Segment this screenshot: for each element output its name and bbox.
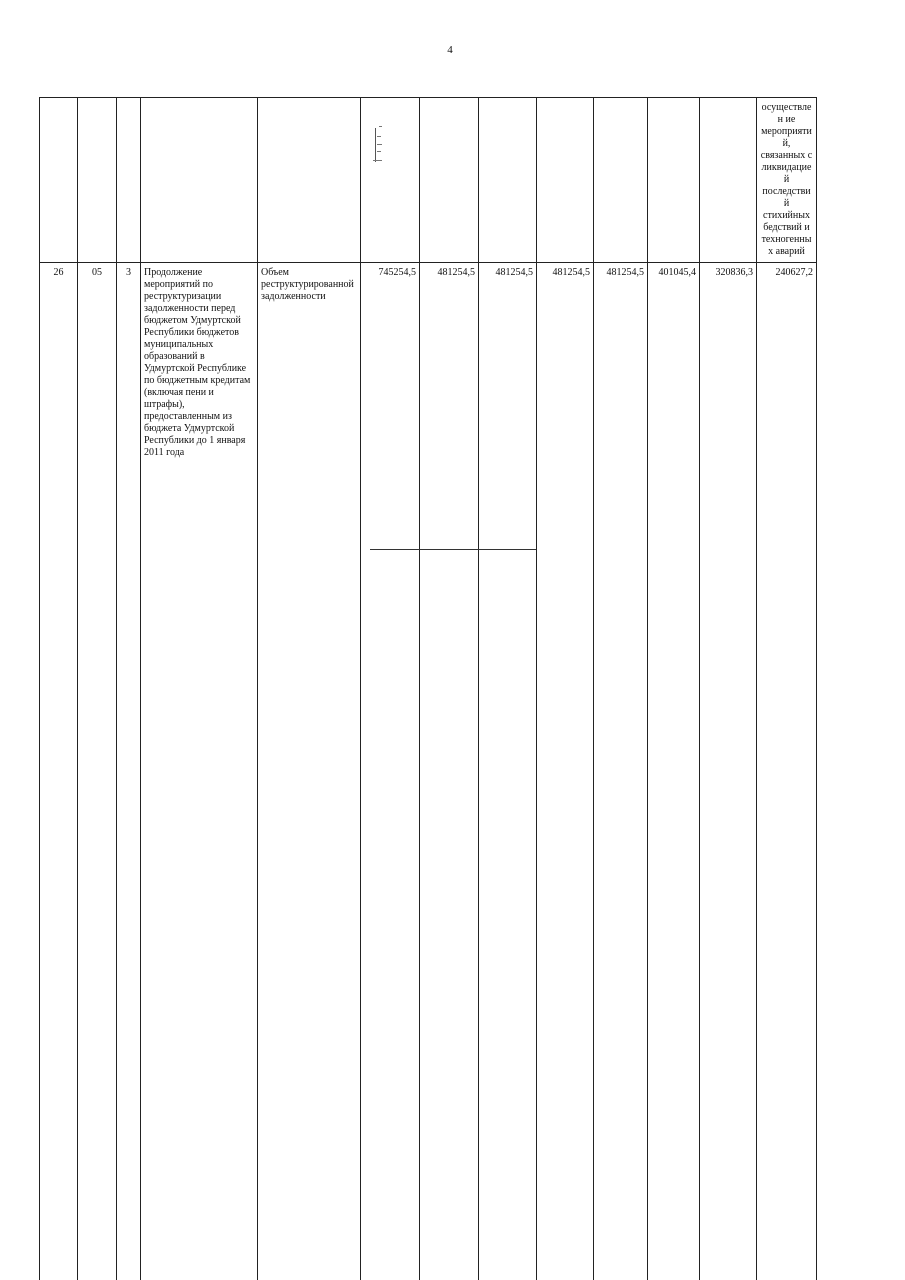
cell-stamp	[361, 98, 420, 263]
table-row	[40, 263, 817, 1280]
cell-value: 481254,5	[537, 263, 594, 1280]
data-table	[39, 97, 817, 1280]
cell-sub	[117, 98, 141, 263]
page-number: 4	[440, 44, 460, 56]
cell-value: 401045,4	[648, 263, 700, 1280]
stamp-mark	[373, 124, 385, 162]
footer-divider	[370, 549, 536, 550]
cell-num: 26	[40, 263, 78, 1280]
cell-value: 481254,5	[594, 263, 648, 1280]
cell-code	[78, 98, 117, 263]
cell-value: 240627,2	[757, 263, 817, 1280]
cell-value: 481254,5	[420, 263, 479, 1280]
cell-indicator: Объем реструктурированной задолженности	[258, 263, 361, 1280]
cell-value: 481254,5	[479, 263, 537, 1280]
cell-sub: 3	[117, 263, 141, 1280]
cell-indicator	[258, 98, 361, 263]
cell-num	[40, 98, 78, 263]
cell-value: 320836,3	[700, 263, 757, 1280]
cell-measure: Продолжение мероприятий по реструктуризации задолженности перед бюджетом Удмуртской Республики бюджетов муниципальных образований в Удмуртской Республике по бюджетным кредитам (включая пени и штрафы), предоставленным из бюджета Удмуртской Республики до 1 января 2011 года	[141, 263, 258, 1280]
cell-code: 05	[78, 263, 117, 1280]
cell-measure	[141, 98, 258, 263]
cell-outcome-continued: осуществлен ие мероприятий, связанных с ликвидацией последствий стихийных бедствий и техногенных аварий	[757, 98, 817, 263]
cell-value: 745254,5	[361, 263, 420, 1280]
table-row-continued	[40, 98, 817, 263]
